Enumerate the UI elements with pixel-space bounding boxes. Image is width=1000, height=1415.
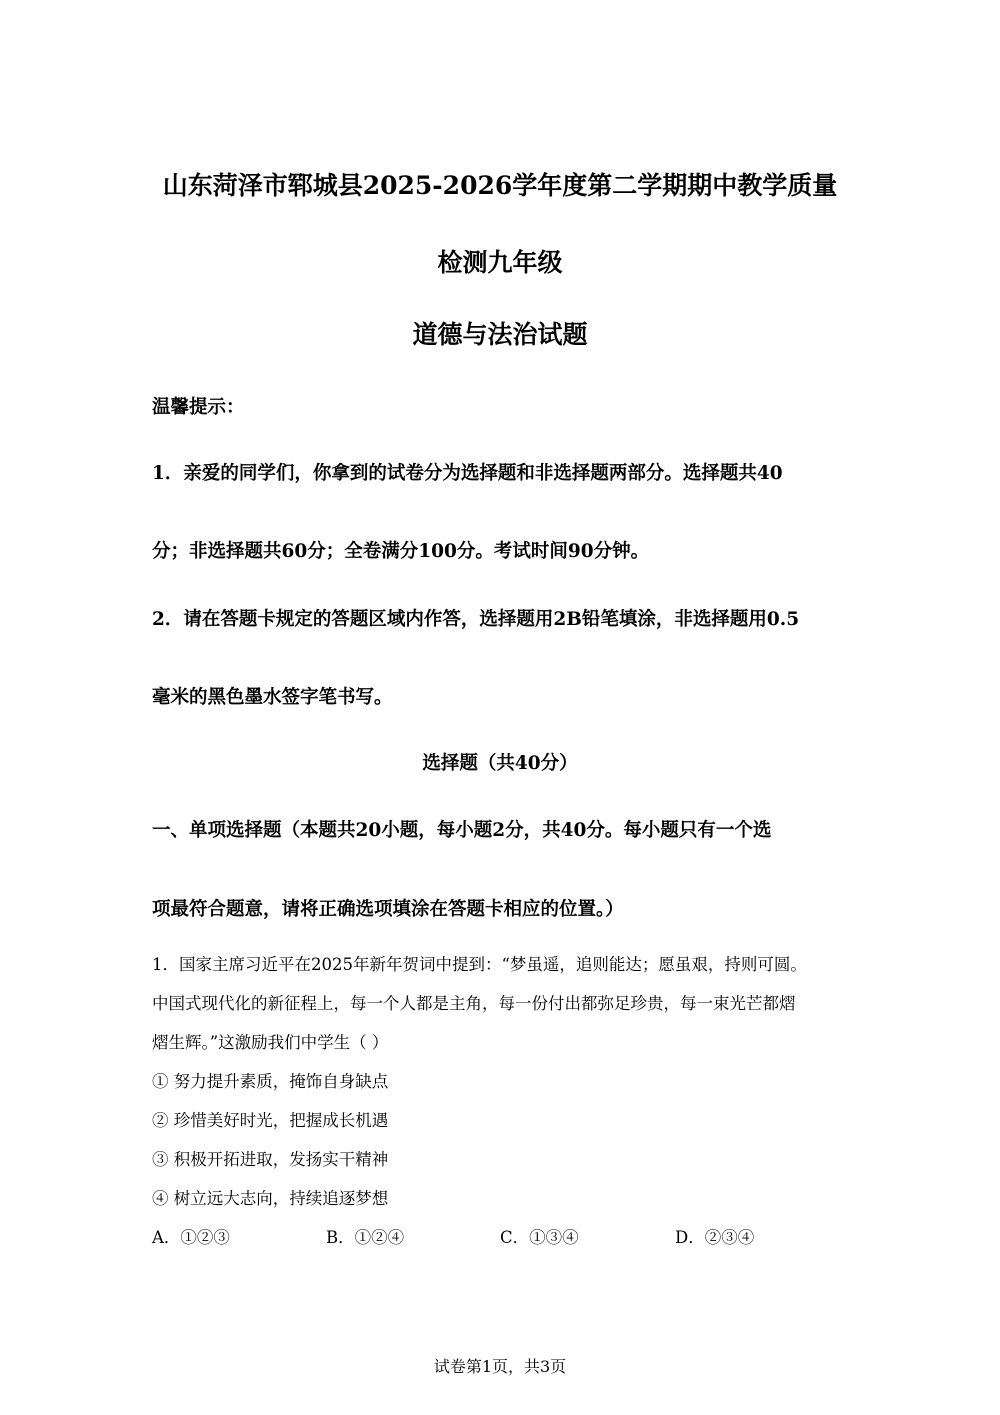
section-heading: 选择题（共40分） xyxy=(422,753,578,774)
question-1-statement-2: ② 珍惜美好时光，把握成长机遇 xyxy=(152,1111,389,1130)
exam-title-line2: 检测九年级 xyxy=(437,248,563,277)
question-1-statement-3: ③ 积极开拓进取，发扬实干精神 xyxy=(152,1150,389,1169)
question-1-stem-line2: 中国式现代化的新征程上，每一个人都是主角，每一份付出都弥足珍贵，每一束光芒都熠 xyxy=(152,994,796,1013)
tip-2-line2: 毫米的黑色墨水签字笔书写。 xyxy=(152,687,393,708)
exam-title-line1: 山东菏泽市郓城县2025-2026学年度第二学期期中教学质量 xyxy=(162,171,838,200)
tip-1-line2: 分；非选择题共60分；全卷满分100分。考试时间90分钟。 xyxy=(152,541,650,562)
question-1-stem-line1: 1．国家主席习近平在2025年新年贺词中提到：“梦虽遥，追则能达；愿虽艰，持则可圆。 xyxy=(152,955,807,974)
question-1-option-a: A．①②③ xyxy=(152,1228,230,1247)
question-1-statement-4: ④ 树立远大志向，持续追逐梦想 xyxy=(152,1189,389,1208)
tips-heading: 温馨提示： xyxy=(152,397,245,418)
question-1-stem-line3: 熠生辉。”这激励我们中学生（ ） xyxy=(152,1033,389,1052)
question-1-statement-1: ① 努力提升素质，掩饰自身缺点 xyxy=(152,1072,389,1091)
exam-subject-title: 道德与法治试题 xyxy=(412,320,588,349)
question-1-option-b: B．①②④ xyxy=(326,1228,405,1247)
tip-2-line1: 2．请在答题卡规定的答题区域内作答，选择题用2B铅笔填涂，非选择题用0.5 xyxy=(152,609,800,630)
page-footer: 试卷第1页，共3页 xyxy=(433,1357,567,1376)
tip-1-line1: 1．亲爱的同学们，你拿到的试卷分为选择题和非选择题两部分。选择题共40 xyxy=(152,463,783,484)
question-1-option-d: D．②③④ xyxy=(675,1228,755,1247)
part-instructions-line2: 项最符合题意，请将正确选项填涂在答题卡相应的位置。） xyxy=(152,899,624,920)
question-1-option-c: C．①③④ xyxy=(500,1228,579,1247)
part-instructions-line1: 一、单项选择题（本题共20小题，每小题2分，共40分。每小题只有一个选 xyxy=(152,820,772,841)
